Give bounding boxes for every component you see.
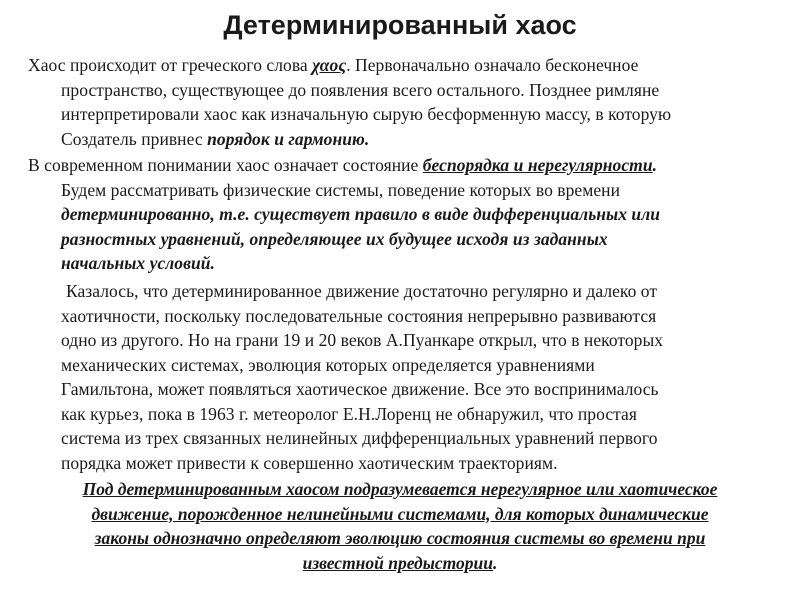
text-line: Под детерминированным хаосом подразумевается нерегулярное или хаотическое [82, 479, 718, 499]
emphasis-order-harmony: порядок и гармонию. [207, 128, 370, 149]
greek-word: χαος [312, 55, 347, 75]
text-line: механических системах, эволюция которых определяется уравнениями [61, 354, 595, 375]
paragraph-history [28, 279, 778, 475]
text-line [18, 551, 782, 576]
emphasis-disorder: беспорядка и нерегулярности [422, 155, 653, 175]
text-run: В современном понимании хаос означает состояние [28, 155, 423, 175]
text-line [28, 53, 778, 78]
text-line-emphasis: разностных уравнений, определяющее их будущее исходя из заданных [61, 228, 608, 249]
text-line [28, 127, 778, 152]
text-line: интерпретировали хаос как изначальную сырую бесформенную массу, в которую [61, 104, 672, 124]
text-run: Хаос происходит от греческого слова [28, 55, 313, 75]
text-line: порядка может привести к совершенно хаотическим траекториям. [61, 452, 558, 473]
text-line: хаотичности, поскольку последовательные состояния непрерывно развиваются [61, 305, 657, 326]
text-line: как курьез, пока в 1963 г. метеоролог Е.Н.Лоренц не обнаружил, что простая [61, 403, 637, 424]
text-run: . Первоначально означало бесконечное [346, 55, 639, 75]
slide-title: Детерминированный хаос [223, 10, 577, 40]
text-run: Создатель привнес [61, 128, 208, 149]
text-line: Гамильтона, может появляться хаотическое движение. Все это воспринималось [61, 379, 659, 399]
text-line-emphasis: детерминированно, т.е. существует правило в виде дифференциальных или [61, 204, 661, 224]
text-line: движение, порожденное нелинейными системами, для которых динамические [91, 503, 709, 524]
text-line: законы однозначно определяют эволюцию состояния системы во времени при [94, 528, 706, 548]
paragraph-origin [28, 53, 778, 151]
text-line: одно из другого. Но на грани 19 и 20 веков А.Пуанкаре открыл, что в некоторых [61, 330, 664, 350]
text-line: Будем рассматривать физические системы, поведение которых во времени [61, 179, 620, 200]
definition-paragraph [18, 477, 782, 575]
text-line: Казалось, что детерминированное движение достаточно регулярно и далеко от [66, 281, 658, 301]
text-line: пространство, существующее до появления всего остального. Позднее римляне [61, 79, 660, 100]
text-line [28, 153, 778, 178]
text-run: . [652, 155, 658, 175]
text-line: система из трех связанных нелинейных дифференциальных уравнений первого [61, 428, 658, 448]
paragraph-modern [28, 153, 778, 276]
text-run: известной предыстории [302, 552, 494, 573]
text-run: . [493, 552, 498, 573]
text-line-emphasis: начальных условий. [61, 253, 215, 273]
